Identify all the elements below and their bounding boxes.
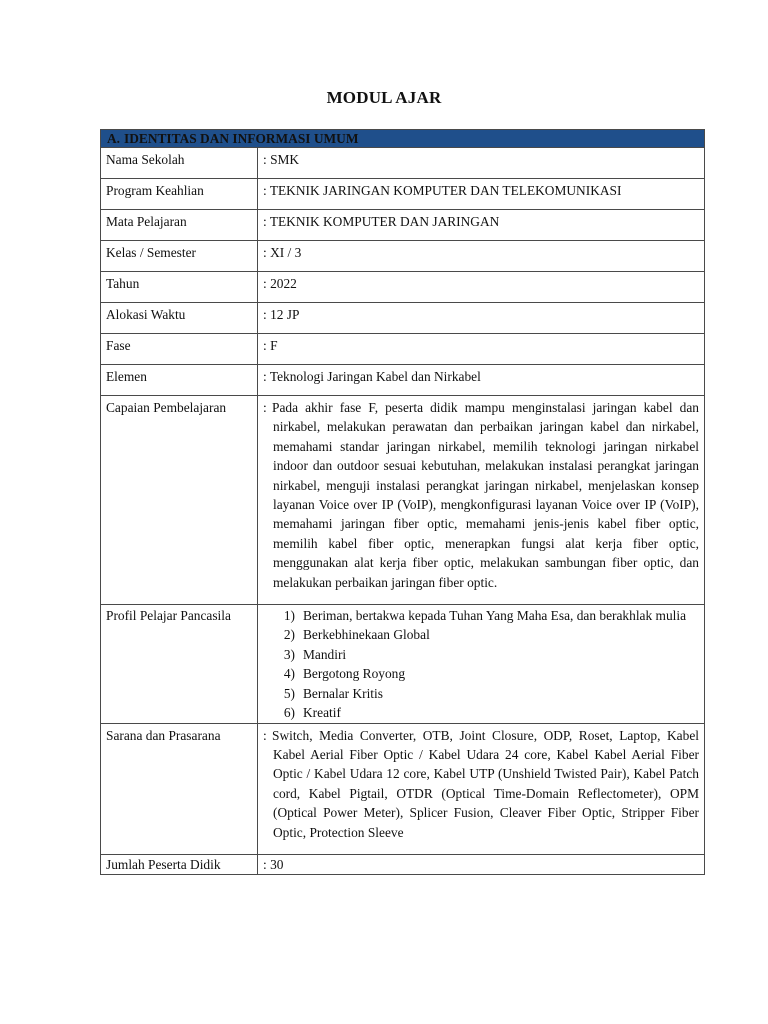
- table-row: [101, 241, 705, 272]
- section-title: IDENTITAS DAN INFORMASI UMUM: [124, 131, 359, 146]
- list-text: Mandiri: [303, 646, 347, 662]
- sarana-colon: :: [263, 727, 267, 743]
- row-label: Tahun: [101, 272, 258, 303]
- capaian-row: [101, 396, 705, 605]
- list-number: 1): [283, 608, 295, 624]
- list-number: 3): [283, 646, 295, 662]
- profil-value: [258, 605, 705, 723]
- list-text: Kreatif: [303, 705, 341, 721]
- list-text: Bergotong Royong: [303, 666, 406, 682]
- row-value: : TEKNIK JARINGAN KOMPUTER DAN TELEKOMUNIKASI: [258, 179, 705, 210]
- profil-row: [101, 605, 705, 723]
- table-row: [101, 272, 705, 303]
- list-number: 4): [283, 666, 295, 682]
- list-text: Beriman, bertakwa kepada Tuhan Yang Maha Esa, dan berakhlak mulia: [303, 608, 687, 624]
- table-row: [101, 365, 705, 396]
- row-label: Mata Pelajaran: [101, 210, 258, 241]
- list-item: [263, 703, 699, 722]
- list-number: 5): [283, 685, 295, 701]
- row-value: : TEKNIK KOMPUTER DAN JARINGAN: [258, 210, 705, 241]
- list-item: [263, 664, 699, 683]
- row-value: : Teknologi Jaringan Kabel dan Nirkabel: [258, 365, 705, 396]
- document-title: MODUL AJAR: [326, 88, 442, 107]
- section-number: A.: [107, 131, 121, 146]
- row-value: : SMK: [258, 148, 705, 179]
- sarana-block: [263, 726, 699, 842]
- peserta-value: : 30: [258, 854, 705, 874]
- list-item: [263, 625, 699, 644]
- capaian-value: [258, 396, 705, 605]
- section-header-cell: [101, 130, 705, 148]
- list-text: Berkebhinekaan Global: [303, 627, 430, 643]
- capaian-label: Capaian Pembelajaran: [101, 396, 258, 605]
- identity-table: [100, 129, 705, 875]
- row-label: Nama Sekolah: [101, 148, 258, 179]
- row-label: Alokasi Waktu: [101, 303, 258, 334]
- list-item: [263, 606, 699, 625]
- row-value: : F: [258, 334, 705, 365]
- profil-label: Profil Pelajar Pancasila: [101, 605, 258, 723]
- list-number: 6): [283, 705, 295, 721]
- row-label: Kelas / Semester: [101, 241, 258, 272]
- list-text: Bernalar Kritis: [303, 685, 383, 701]
- row-value: : XI / 3: [258, 241, 705, 272]
- sarana-value: [258, 723, 705, 854]
- sarana-row: [101, 723, 705, 854]
- row-label: Fase: [101, 334, 258, 365]
- table-row: [101, 210, 705, 241]
- profil-list: [263, 606, 699, 722]
- row-label: Elemen: [101, 365, 258, 396]
- capaian-colon: :: [263, 400, 267, 415]
- capaian-block: [263, 398, 699, 592]
- peserta-row: [101, 854, 705, 874]
- table-row: [101, 148, 705, 179]
- row-value: : 2022: [258, 272, 705, 303]
- sarana-label: Sarana dan Prasarana: [101, 723, 258, 854]
- list-number: 2): [283, 627, 295, 643]
- peserta-label: Jumlah Peserta Didik: [101, 854, 258, 874]
- sarana-text: Switch, Media Converter, OTB, Joint Closure, ODP, Roset, Laptop, Kabel Kabel Aerial Fiber Optic / Kabel Udara 24 core, Kabel Kabel Aerial Fiber Optic / Kabel Udara 12 core, Kabel UTP (Unshield Twisted Pair), Kabel Patch cord, Kabel Pigtail, OTDR (Optical Time-Domain Reflectometer), OPM (Optical Power Meter), Splicer Fusion, Cleaver Fiber Optic, Stripper Fiber Optic, Protection Sleeve: [272, 727, 699, 840]
- table-row: [101, 303, 705, 334]
- table-row: [101, 334, 705, 365]
- row-value: : 12 JP: [258, 303, 705, 334]
- capaian-text: Pada akhir fase F, peserta didik mampu menginstalasi jaringan kabel dan nirkabel, melakukan perawatan dan perbaikan jaringan kabel dan nirkabel, memahami standar jaringan nirkabel, memilih teknologi jaringan nirkabel indoor dan outdoor sesuai kebutuhan, melakukan instalasi perangkat jaringan nirkabel, menguji instalasi perangkat jaringan nirkabel, menjelaskan konsep layanan Voice over IP (VoIP), mengkonfigurasi layanan Voice over IP (VoIP), memahami jaringan fiber optic, memahami jenis-jenis kabel fiber optic, memilih kabel fiber optic, menerapkan fungsi alat kerja fiber optic, menggunakan alat kerja fiber optic, melakukan sambungan fiber optic, dan melakukan perbaikan jaringan fiber optic.: [272, 400, 699, 590]
- table-row: [101, 179, 705, 210]
- row-label: Program Keahlian: [101, 179, 258, 210]
- list-item: [263, 645, 699, 664]
- list-item: [263, 684, 699, 703]
- section-header: [101, 130, 705, 148]
